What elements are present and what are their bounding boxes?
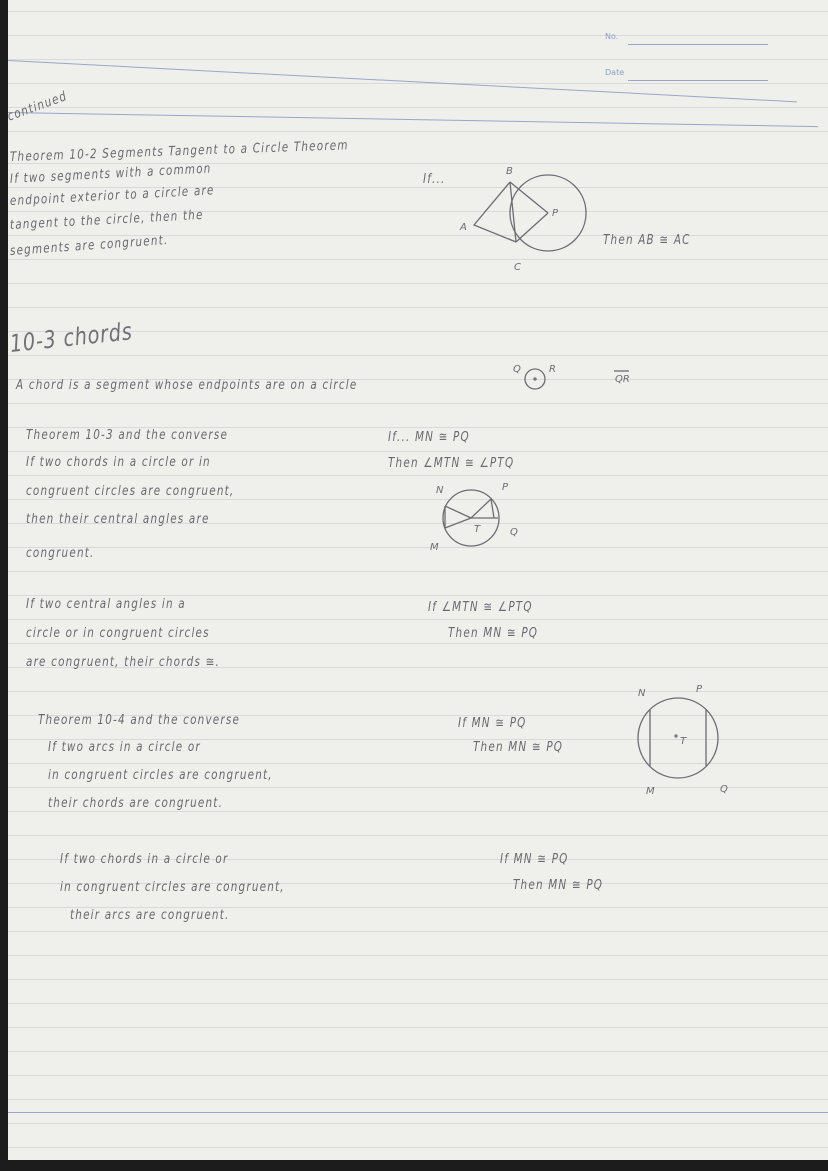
date-label: Date <box>605 68 625 77</box>
section-title: 10-3 chords <box>8 317 134 358</box>
label-p: P <box>696 684 703 695</box>
label-t: T <box>474 524 481 535</box>
notebook-page <box>5 0 828 1160</box>
text-line: If two arcs in a circle or <box>48 740 201 755</box>
text-line: Theorem 10-4 and the converse <box>38 713 241 728</box>
label-q: Q <box>510 527 518 538</box>
text-line: circle or in congruent circles <box>26 626 210 641</box>
text-line: then their central angles are <box>26 512 210 527</box>
then-text: Then MN ≅ PQ <box>473 740 564 755</box>
label-q: Q <box>513 364 521 375</box>
then-text: Then ∠MTN ≅ ∠PTQ <box>388 456 515 471</box>
text-line: their chords are congruent. <box>48 796 224 811</box>
no-label: No. <box>605 32 619 41</box>
label-t: T <box>680 736 687 747</box>
tangent-diagram <box>448 160 598 290</box>
if-text: If MN ≅ PQ <box>458 716 527 731</box>
if-text: If... MN ≅ PQ <box>388 430 470 445</box>
text-line: Theorem 10-2 Segments Tangent to a Circle Theorem <box>9 138 349 165</box>
label-m: M <box>430 542 439 553</box>
text-line: If two chords in a circle or <box>60 852 229 867</box>
if-text: If MN ≅ PQ <box>500 852 569 867</box>
then-text: Then AB ≅ AC <box>603 233 691 248</box>
label-m: M <box>646 786 655 796</box>
label-n: N <box>436 485 444 496</box>
parallel-chords-diagram <box>628 676 738 796</box>
label-qr: QR <box>615 374 630 385</box>
label-p: P <box>502 482 509 493</box>
label-n: N <box>638 688 646 699</box>
label-p: P <box>552 208 559 219</box>
text-line: congruent circles are congruent, <box>26 484 235 499</box>
text-line: If two chords in a circle or in <box>26 455 211 470</box>
text-line: are congruent, their chords ≅. <box>26 655 221 670</box>
text-line: segments are congruent. <box>9 232 169 259</box>
text-line: in congruent circles are congruent, <box>48 768 273 783</box>
chord-definition: A chord is a segment whose endpoints are on a circle <box>16 378 358 393</box>
label-b: B <box>506 166 513 177</box>
central-angle-diagram <box>428 480 538 555</box>
then-text: Then MN ≅ PQ <box>448 626 539 641</box>
label-q: Q <box>720 784 728 795</box>
text-line: congruent. <box>26 546 95 561</box>
if-text: If... <box>423 172 446 187</box>
label-a: A <box>460 222 467 233</box>
then-text: Then MN ≅ PQ <box>513 878 604 893</box>
continued-note: continued <box>5 89 70 125</box>
text-line: If two central angles in a <box>26 597 186 612</box>
text-line: their arcs are congruent. <box>70 908 230 923</box>
if-text: If ∠MTN ≅ ∠PTQ <box>428 600 533 615</box>
label-c: C <box>514 262 521 273</box>
text-line: in congruent circles are congruent, <box>60 880 285 895</box>
text-line: If two segments with a common <box>9 161 212 187</box>
label-r: R <box>549 364 556 375</box>
text-line: Theorem 10-3 and the converse <box>26 428 229 443</box>
chord-definition-diagram <box>513 362 643 396</box>
text-line: endpoint exterior to a circle are <box>9 183 215 209</box>
text-line: tangent to the circle, then the <box>9 207 205 233</box>
